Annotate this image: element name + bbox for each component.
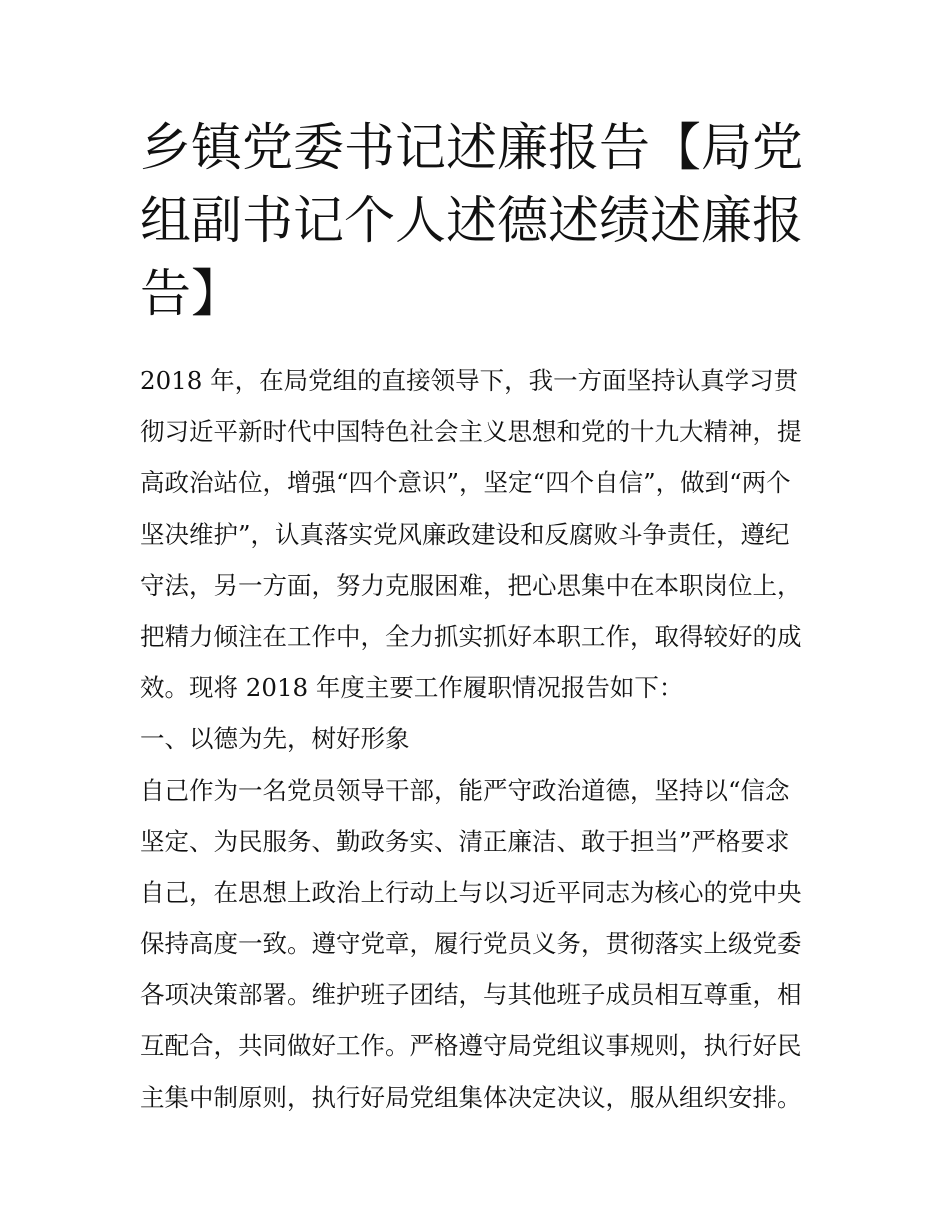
body-line: 自己作为一名党员领导干部，能严守政治道德，坚持以“信念 bbox=[140, 775, 790, 805]
body-line: 效。现将 2018 年度主要工作履职情况报告如下： bbox=[140, 673, 684, 703]
section-heading: 一、以德为先，树好形象 bbox=[140, 724, 410, 754]
body-line: 彻习近平新时代中国特色社会主义思想和党的十九大精神，提 bbox=[140, 417, 802, 447]
body-line: 自己，在思想上政治上行动上与以习近平同志为核心的党中央 bbox=[140, 877, 802, 907]
body-line: 守法，另一方面，努力克服困难，把心思集中在本职岗位上， bbox=[140, 570, 802, 600]
body-line: 互配合，共同做好工作。严格遵守局党组议事规则，执行好民 bbox=[140, 1031, 802, 1061]
body-line: 把精力倾注在工作中，全力抓实抓好本职工作，取得较好的成 bbox=[140, 621, 802, 651]
body-line: 坚定、为民服务、勤政务实、清正廉洁、敢于担当”严格要求 bbox=[140, 826, 790, 856]
document-body bbox=[140, 355, 830, 1123]
body-line: 各项决策部署。维护班子团结，与其他班子成员相互尊重，相 bbox=[140, 980, 802, 1010]
title-line: 乡镇党委书记述廉报告【局党 bbox=[140, 119, 804, 178]
body-line: 2018 年，在局党组的直接领导下，我一方面坚持认真学习贯 bbox=[140, 366, 799, 395]
title-line: 组副书记个人述德述绩述廉报 bbox=[140, 192, 804, 251]
document-title bbox=[140, 112, 820, 331]
body-line: 坚决维护”，认真落实党风廉政建设和反腐败斗争责任，遵纪 bbox=[140, 519, 790, 549]
body-line: 保持高度一致。遵守党章，履行党员义务，贯彻落实上级党委 bbox=[140, 929, 802, 959]
body-line: 主集中制原则，执行好局党组集体决定决议，服从组织安排。 bbox=[140, 1082, 802, 1112]
title-line: 告】 bbox=[140, 265, 243, 324]
body-line: 高政治站位，增强“四个意识”，坚定“四个自信”，做到“两个 bbox=[140, 468, 791, 498]
